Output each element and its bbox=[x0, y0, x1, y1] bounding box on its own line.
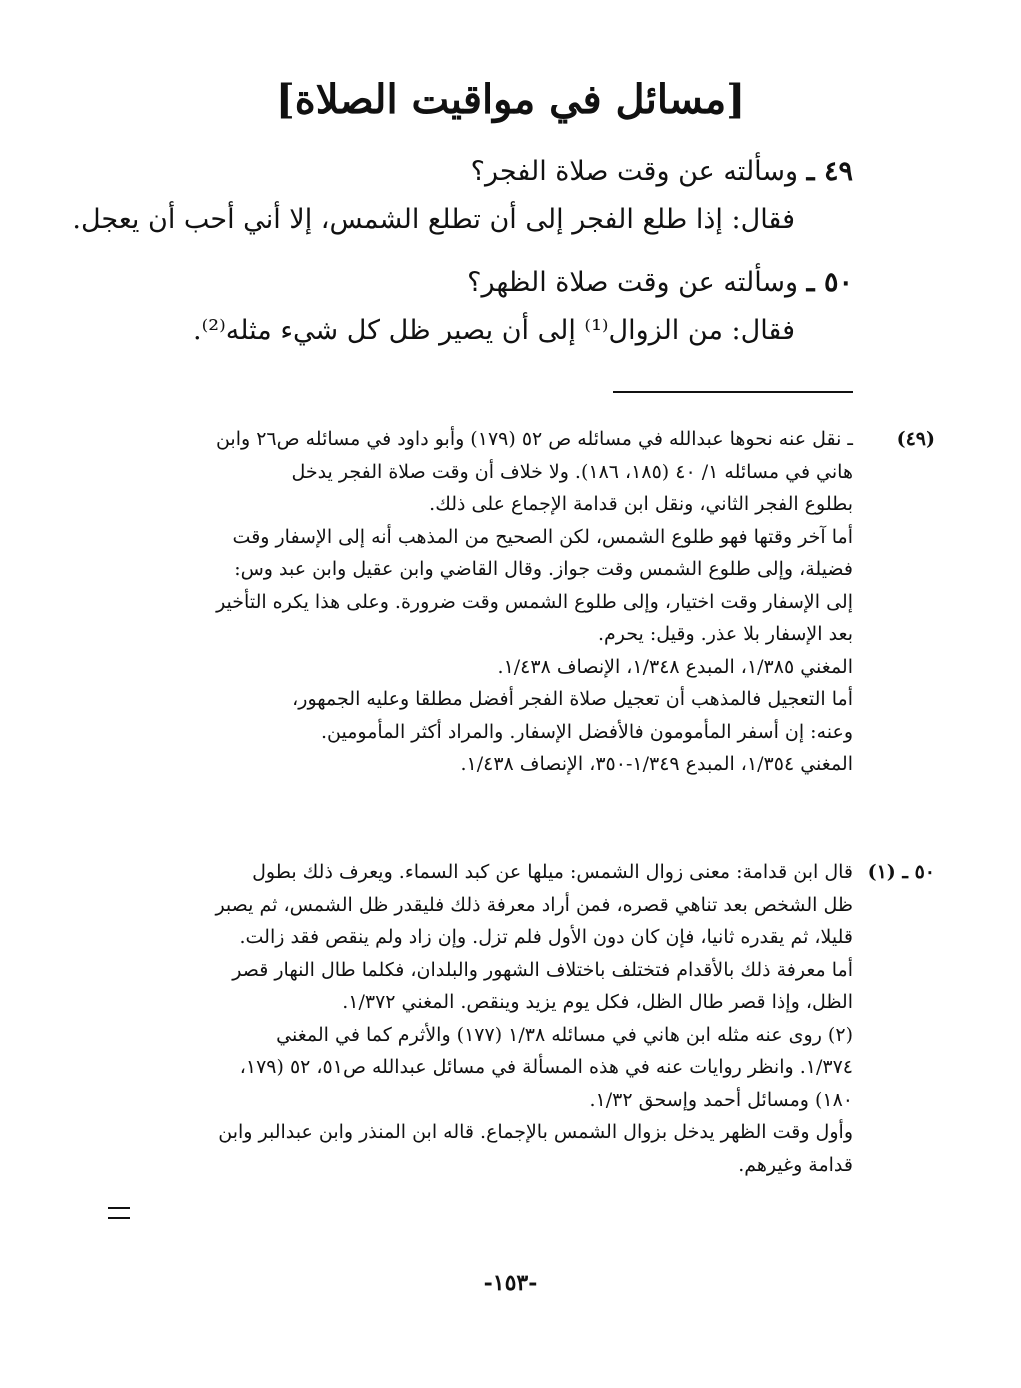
footnote-49-line: المغني ١/٣٥٤، المبدع ١/٣٤٩-٣٥٠، الإنصاف ١/٤٣٨. bbox=[460, 753, 853, 775]
question-49-text: وسألته عن وقت صلاة الفجر؟ bbox=[470, 156, 799, 187]
question-49-number: ٤٩ ـ bbox=[806, 156, 853, 187]
footnote-50-line: ١٨٠) ومسائل أحمد وإسحق ١/٣٢. bbox=[589, 1088, 853, 1111]
page-title: [مسائل في مواقيت الصلاة] bbox=[275, 76, 746, 123]
footnote-50-label: ٥٠ ـ (١) bbox=[867, 861, 935, 883]
footnote-49-line: أما التعجيل فالمذهب أن تعجيل صلاة الفجر أفضل مطلقا وعليه الجمهور، bbox=[292, 688, 853, 710]
question-49 bbox=[72, 148, 853, 244]
footnote-50-line: قال ابن قدامة: معنى زوال الشمس: ميلها عن كبد السماء. ويعرف ذلك بطول bbox=[252, 861, 853, 883]
footnote-49-line: هاني في مسائله ١/ ٤٠ (١٨٥، ١٨٦). ولا خلاف أن وقت صلاة الفجر يدخل bbox=[291, 460, 853, 483]
footnote-50-line: قليلا، ثم يقدره ثانيا، فإن كان دون الأول فلم تزل. وإن زاد ولم ينقص فقد زالت. bbox=[239, 926, 853, 948]
page-number: -١٥٣- bbox=[483, 1270, 538, 1296]
footnote-49-line: ـ نقل عنه نحوها عبدالله في مسائله ص ٥٢ (١٧٩) وأبو داود في مسائله ص٢٦ وابن bbox=[215, 428, 853, 450]
footnote-49-line: أما آخر وقتها فهو طلوع الشمس، لكن الصحيح من المذهب أنه إلى الإسفار وقت bbox=[232, 525, 853, 548]
footnote-50-line: قدامة وغيرهم. bbox=[738, 1153, 853, 1176]
footnote-50-line: ١/٣٧٤. وانظر روايات عنه في هذه المسألة في مسائل عبدالله ص٥١، ٥٢ (١٧٩، bbox=[239, 1056, 853, 1078]
question-49-answer: فقال: إذا طلع الفجر إلى أن تطلع الشمس، إلا أني أحب أن يعجل. bbox=[72, 204, 795, 235]
question-50-line bbox=[153, 259, 853, 307]
question-50-number: ٥٠ ـ bbox=[806, 267, 853, 298]
footnote-50-line: أما معرفة ذلك بالأقدام فتختلف باختلاف الشهور والبلدان، فكلما طال النهار قصر bbox=[232, 958, 853, 981]
footnote-50 bbox=[133, 856, 935, 1181]
footnote-49-line: إلى الإسفار وقت اختيار، وإلى طلوع الشمس وقت ضرورة. وعلى هذا يكره التأخير bbox=[216, 590, 853, 613]
continuation-mark bbox=[108, 1207, 130, 1219]
footnote-49 bbox=[133, 423, 935, 781]
footnote-49-line: وعنه: إن أسفر المأمومون فالأفضل الإسفار. والمراد أكثر المأمومين. bbox=[321, 720, 853, 743]
question-50-text: وسألته عن وقت صلاة الظهر؟ bbox=[467, 267, 799, 298]
question-49-line bbox=[153, 148, 853, 196]
footnote-49-line: فضيلة، وإلى طلوع الشمس وقت جواز. وقال القاضي وابن عقيل وابن عبد وس: bbox=[234, 558, 853, 580]
footnote-49-label: (٤٩) bbox=[896, 428, 935, 450]
question-50 bbox=[153, 259, 853, 355]
footnote-49-line: بطلوع الفجر الثاني، ونقل ابن قدامة الإجماع على ذلك. bbox=[429, 493, 853, 515]
footnote-separator bbox=[613, 391, 853, 393]
footnote-50-line: (٢) روى عنه مثله ابن هاني في مسائله ١/٣٨ (١٧٧) والأثرم كما في المغني bbox=[276, 1023, 853, 1046]
footnote-50-line: ظل الشخص بعد تناهي قصره، فمن أراد معرفة ذلك فليقدر ظل الشمس، ثم يصبر bbox=[215, 893, 853, 916]
question-50-answer: فقال: من الزوال⁽¹⁾ إلى أن يصير ظل كل شيء مثله⁽²⁾. bbox=[193, 315, 795, 346]
footnote-49-line: بعد الإسفار بلا عذر. وقيل: يحرم. bbox=[597, 623, 853, 645]
footnote-50-line: الظل، وإذا قصر طال الظل، فكل يوم يزيد وينقص. المغني ١/٣٧٢. bbox=[342, 991, 853, 1013]
footnote-49-line: المغني ١/٣٨٥، المبدع ١/٣٤٨، الإنصاف ١/٤٣٨. bbox=[497, 655, 853, 678]
footnote-50-line: وأول وقت الظهر يدخل بزوال الشمس بالإجماع. قاله ابن المنذر وابن عبدالبر وابن bbox=[218, 1121, 853, 1143]
